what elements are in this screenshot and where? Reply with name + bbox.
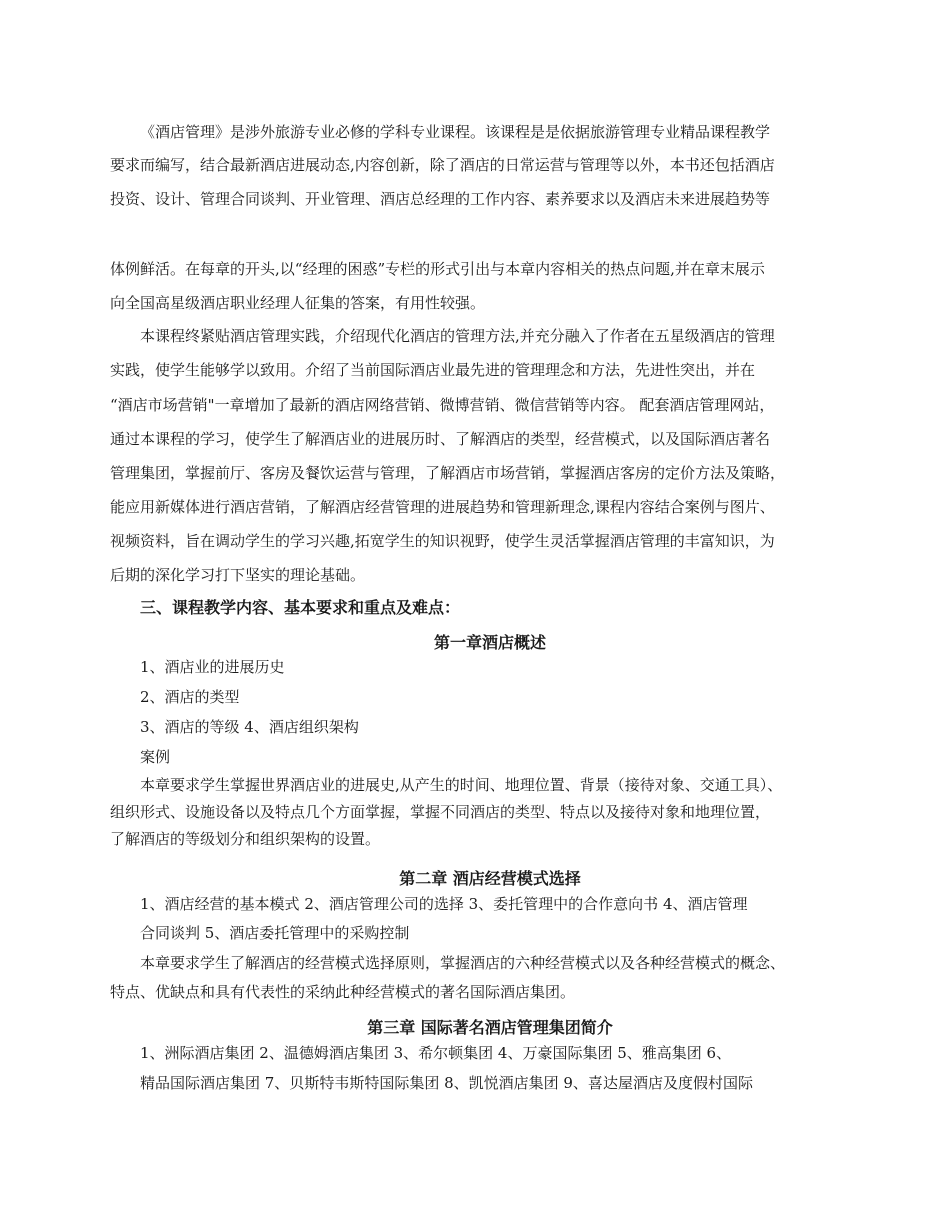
paragraph-practice-line: 视频资料，旨在调动学生的学习兴趣,拓宽学生的知识视野，使学生灵活掌握酒店管理的丰富知识，为 [110,532,775,550]
paragraph-practice-line: 后期的深化学习打下坚实的理论基础。 [110,566,366,584]
paragraph-intro-line: 投资、设计、管理合同谈判、开业管理、酒店总经理的工作内容、素养要求以及酒店未来进展趋势等 [110,190,771,208]
paragraph-style-line: 向全国高星级酒店职业经理人征集的答案，有用性较强。 [110,294,486,312]
paragraph-intro-line: 《酒店管理》是涉外旅游专业必修的学科专业课程。该课程是是依据旅游管理专业精品课程教学 [140,123,771,141]
section-heading: 三、课程教学内容、基本要求和重点及难点： [140,598,461,617]
chapter-item: 合同谈判 5、酒店委托管理中的采购控制 [140,924,410,942]
chapter-item: 案例 [140,748,171,766]
paragraph-style-line: 体例鲜活。在每章的开头,以“经理的困惑”专栏的形式引出与本章内容相关的热点问题,并在章末展示 [110,260,765,278]
chapter-item: 1、酒店业的进展历史 [140,658,285,676]
chapter-item: 精品国际酒店集团 7、贝斯特韦斯特国际集团 8、凯悦酒店集团 9、喜达屋酒店及度假村国际 [140,1074,753,1092]
chapter-title: 第一章酒店概述 [433,633,546,652]
chapter-requirement-line: 了解酒店的等级划分和组织架构的设置。 [110,830,381,848]
paragraph-practice-line: 本课程终紧贴酒店管理实践，介绍现代化酒店的管理方法,并充分融入了作者在五星级酒店的管理 [140,327,775,345]
paragraph-intro-line: 要求而编写，结合最新酒店进展动态,内容创新，除了酒店的日常运营与管理等以外，本书还包括酒店 [110,156,775,174]
chapter-item: 2、酒店的类型 [140,688,240,706]
paragraph-practice-line: “酒店市场营销"一章增加了最新的酒店网络营销、微博营销、微信营销等内容。 配套酒店管理网站， [110,396,775,414]
chapter-title: 第二章 酒店经营模式选择 [399,869,581,888]
chapter-item: 1、洲际酒店集团 2、温德姆酒店集团 3、希尔顿集团 4、万豪国际集团 5、雅高集团 6、 [140,1044,732,1062]
chapter-requirement-line: 组织形式、设施设备以及特点几个方面掌握，掌握不同酒店的类型、特点以及接待对象和地理位置， [110,803,771,821]
chapter-requirement-line: 特点、优缺点和具有代表性的采纳此种经营模式的著名国际酒店集团。 [110,983,576,1001]
paragraph-practice-line: 通过本课程的学习，使学生了解酒店业的进展历时、了解酒店的类型，经营模式，以及国际酒店著名 [110,430,771,448]
paragraph-practice-line: 能应用新媒体进行酒店营销，了解酒店经营管理的进展趋势和管理新理念,课程内容结合案例与图片、 [110,498,775,516]
paragraph-practice-line: 管理集团，掌握前厅、客房及餐饮运营与管理，了解酒店市场营销，掌握酒店客房的定价方法及策略， [110,464,786,482]
chapter-item: 3、酒店的等级 4、酒店组织架构 [140,718,359,736]
chapter-item: 1、酒店经营的基本模式 2、酒店管理公司的选择 3、委托管理中的合作意向书 4、酒店管理 [140,895,748,913]
chapter-requirement-line: 本章要求学生了解酒店的经营模式选择原则，掌握酒店的六种经营模式以及各种经营模式的概念、 [140,954,786,972]
paragraph-practice-line: 实践，使学生能够学以致用。介绍了当前国际酒店业最先进的管理理念和方法，先进性突出，并在 [110,361,756,379]
chapter-title: 第三章 国际著名酒店管理集团简介 [367,1018,613,1037]
chapter-requirement-line: 本章要求学生掌握世界酒店业的进展史,从产生的时间、地理位置、背景（接待对象、交通工具）、 [140,776,783,794]
